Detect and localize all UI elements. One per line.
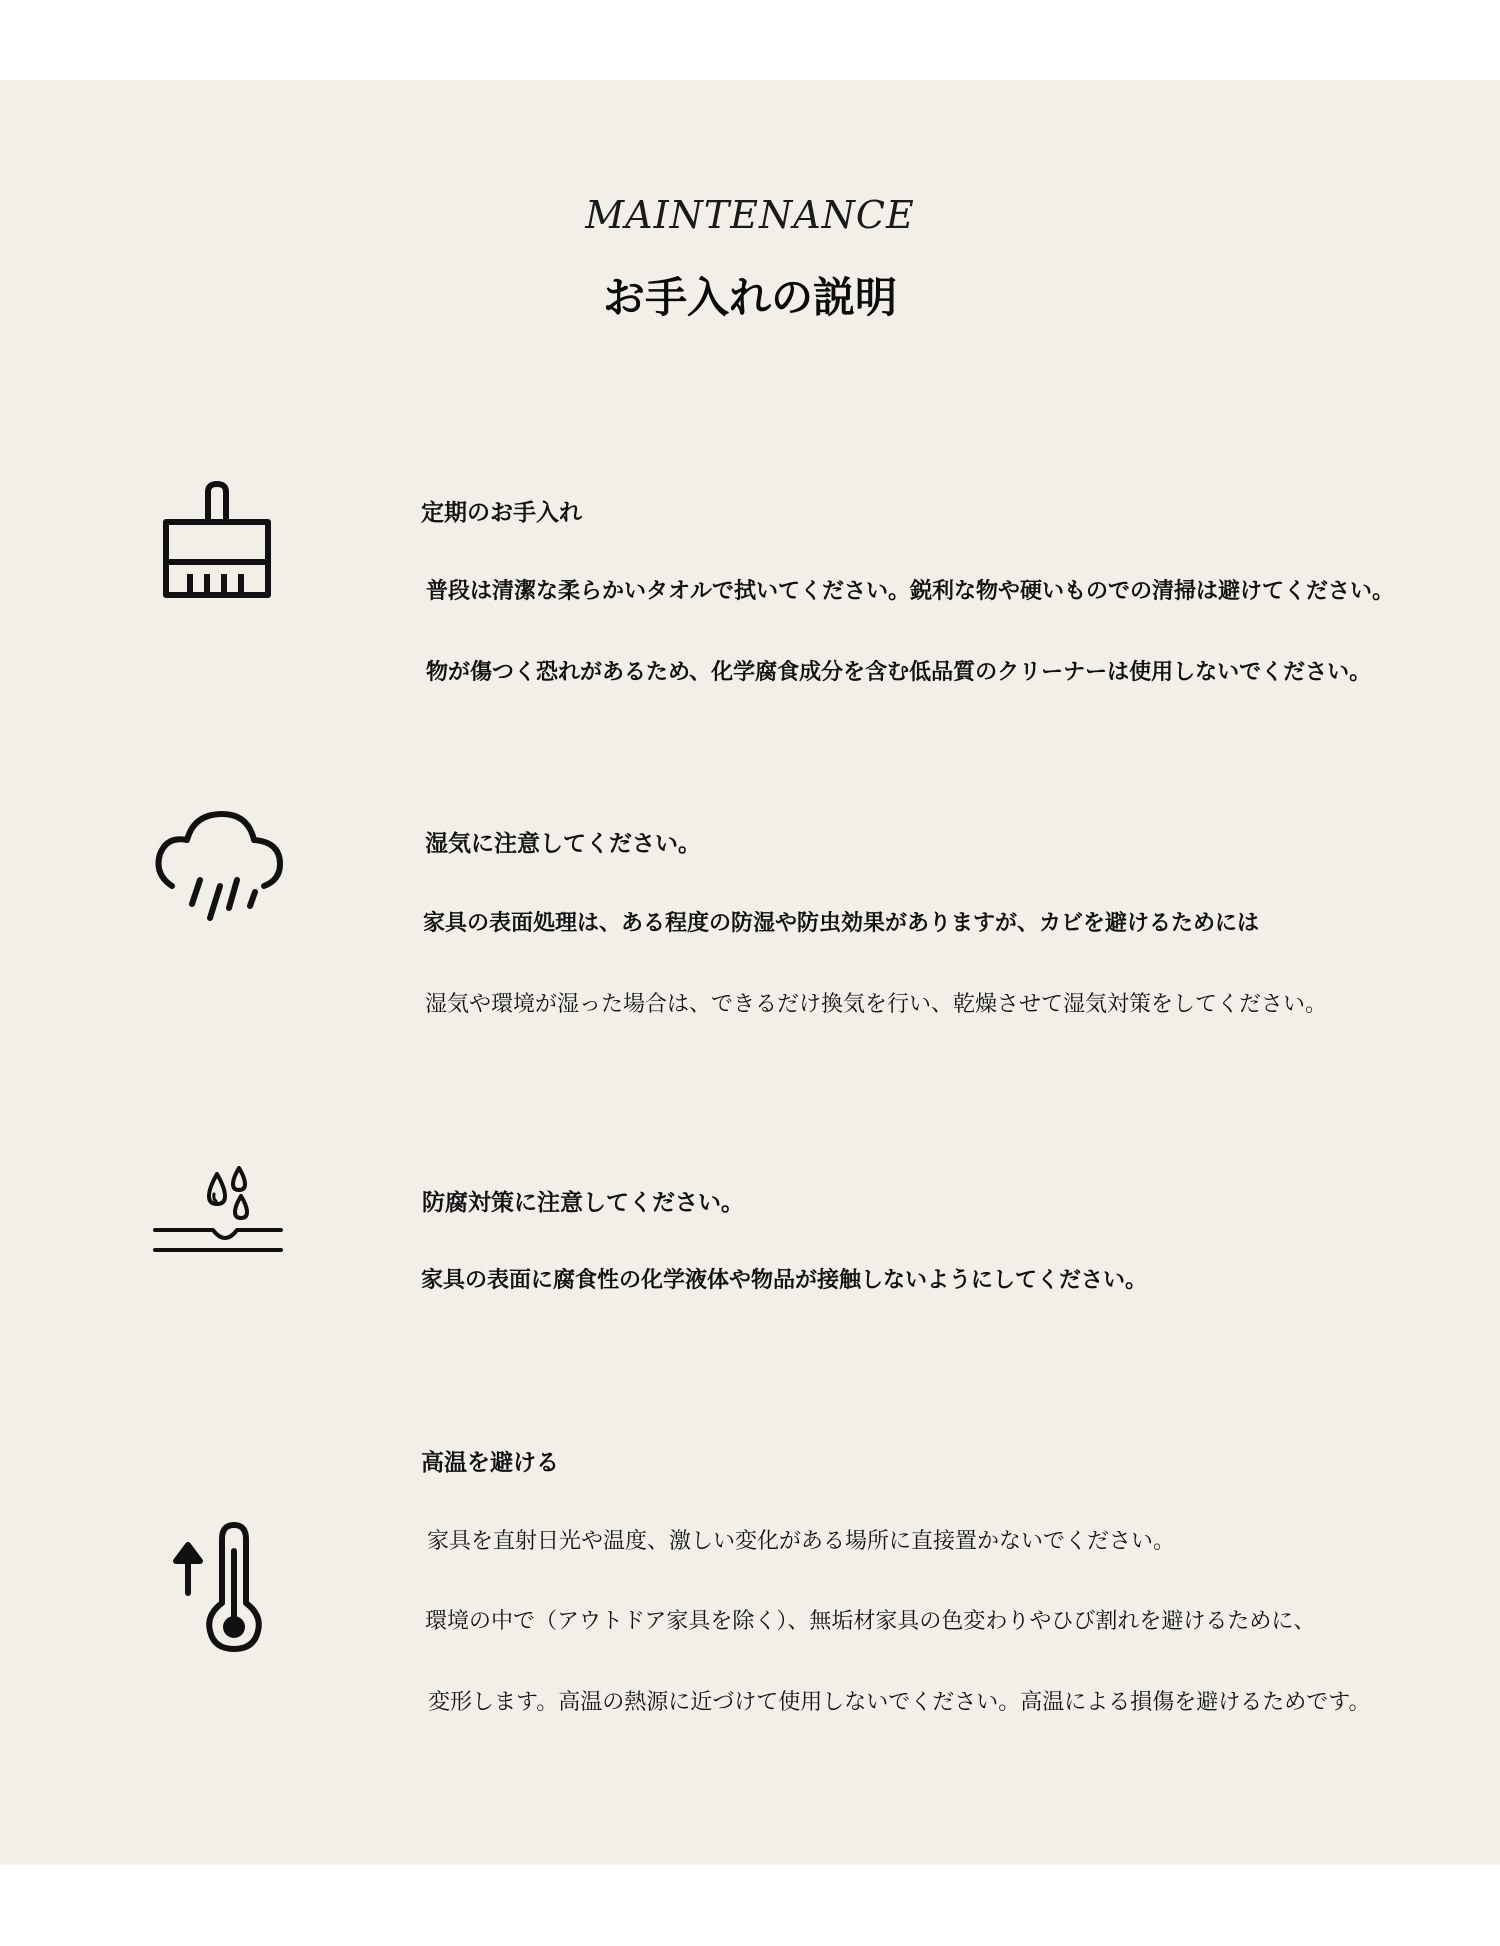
section-text-line: 物が傷つく恐れがあるため、化学腐食成分を含む低品質のクリーナーは使用しないでください。 <box>426 660 1372 685</box>
section-text-line: 変形します。高温の熱源に近づけて使用しないでください。高温による損傷を避けるためです。 <box>428 1690 1371 1715</box>
section-heading-corrosion: 防腐対策に注意してください。 <box>422 1190 744 1216</box>
section-text-line: 環境の中で（アウトドア家具を除く）、無垢材家具の色変わりやひび割れを避けるために、 <box>425 1609 1316 1634</box>
section-text-line: 家具を直射日光や温度、激しい変化がある場所に直接置かないでください。 <box>427 1529 1176 1554</box>
water-drops-surface-icon <box>153 1166 285 1266</box>
maintenance-panel <box>0 80 1500 1865</box>
thermometer-rising-icon <box>170 1521 270 1656</box>
section-eyebrow: MAINTENANCE <box>585 193 915 237</box>
section-heading-regular-care: 定期のお手入れ <box>421 500 582 526</box>
section-heading-humidity: 湿気に注意してください。 <box>425 831 701 857</box>
page-title: お手入れの説明 <box>602 273 897 322</box>
paintbrush-icon <box>160 480 280 605</box>
section-text-line: 家具の表面処理は、ある程度の防湿や防虫効果がありますが、カビを避けるためには <box>423 911 1260 936</box>
section-text-line: 家具の表面に腐食性の化学液体や物品が接触しないようにしてください。 <box>421 1268 1148 1293</box>
rain-cloud-icon <box>152 808 287 923</box>
section-heading-high-temperature: 高温を避ける <box>421 1450 559 1476</box>
section-text-line: 湿気や環境が湿った場合は、できるだけ換気を行い、乾燥させて湿気対策をしてください。 <box>425 992 1328 1017</box>
section-text-line: 普段は清潔な柔らかいタオルで拭いてください。鋭利な物や硬いものでの清掃は避けてください。 <box>426 579 1395 604</box>
